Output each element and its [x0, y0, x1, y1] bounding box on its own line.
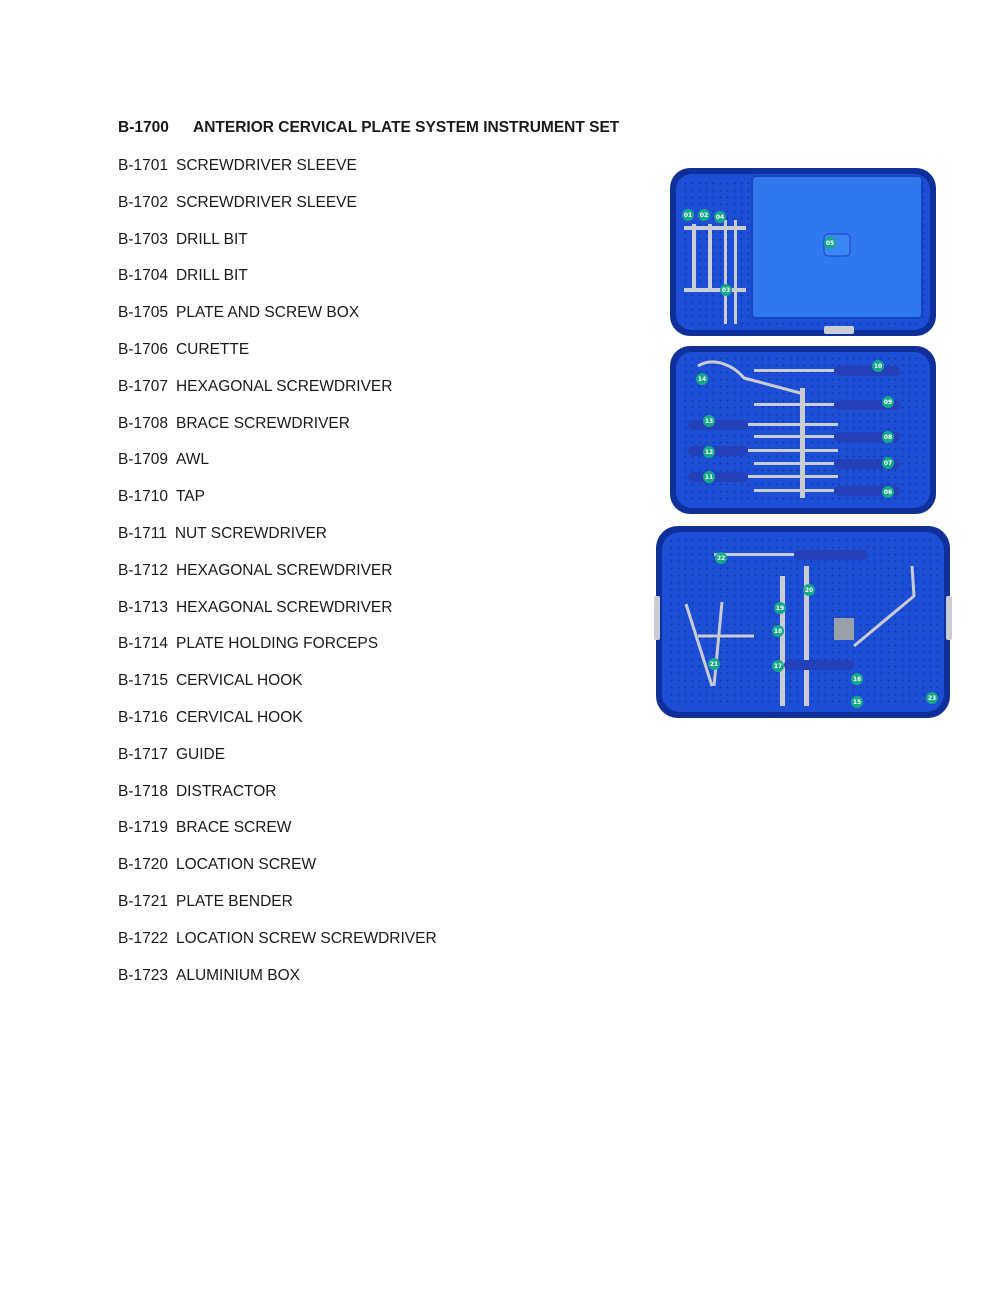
- callout-label: 22: [716, 555, 726, 562]
- item-code: B-1718: [118, 782, 168, 800]
- item-code: B-1719: [118, 819, 168, 837]
- callout-label: 17: [773, 663, 783, 670]
- item-name: HEXAGONAL SCREWDRIVER: [175, 377, 393, 395]
- list-item: [118, 561, 437, 598]
- callout-badge: [772, 660, 784, 672]
- list-item: [118, 266, 437, 303]
- callout-badge: [772, 625, 784, 637]
- list-item: [118, 634, 437, 671]
- set-code: B-1700: [118, 119, 169, 136]
- screwdriver-handle: [688, 420, 748, 430]
- item-name: CERVICAL HOOK: [175, 708, 303, 726]
- callout-badge: [696, 373, 708, 385]
- callout-badge: [703, 446, 715, 458]
- item-name: SCREWDRIVER SLEEVE: [175, 193, 357, 211]
- item-name: PLATE AND SCREW BOX: [175, 304, 360, 322]
- item-code: B-1712: [118, 561, 168, 579]
- set-title: ANTERIOR CERVICAL PLATE SYSTEM INSTRUMENT SET: [193, 119, 620, 136]
- item-name: CURETTE: [175, 340, 250, 358]
- callout-badge: [803, 584, 815, 596]
- item-code: B-1705: [118, 304, 168, 322]
- item-name: DRILL BIT: [175, 267, 248, 285]
- screwdriver-shaft: [748, 423, 838, 426]
- list-item: [118, 598, 437, 635]
- item-code: B-1714: [118, 635, 168, 653]
- list-item: [118, 487, 437, 524]
- callout-badge: [872, 360, 884, 372]
- hook-handle: [784, 660, 854, 670]
- list-item: [118, 671, 437, 708]
- callout-label: 05: [825, 240, 835, 247]
- instrument-bar: [684, 226, 746, 230]
- tray-lower-holes: [666, 536, 940, 708]
- instrument-sleeve: [708, 224, 712, 292]
- item-code: B-1706: [118, 340, 168, 358]
- callout-label: 01: [683, 212, 693, 219]
- item-name: LOCATION SCREW: [175, 856, 317, 874]
- callout-badge: [851, 673, 863, 685]
- callout-badge: [708, 658, 720, 670]
- callout-label: 20: [804, 587, 814, 594]
- callout-badge: [703, 415, 715, 427]
- item-name: AWL: [175, 451, 209, 469]
- list-item: [118, 377, 437, 414]
- item-name: DISTRACTOR: [175, 782, 277, 800]
- item-code: B-1721: [118, 892, 168, 910]
- callout-label: 02: [699, 212, 709, 219]
- callout-label: 15: [852, 699, 862, 706]
- screwdriver-handle: [688, 446, 748, 456]
- instrument-drill: [734, 220, 737, 324]
- instrument-drill: [724, 220, 727, 324]
- list-item: [118, 230, 437, 267]
- list-item: [118, 340, 437, 377]
- item-name: HEXAGONAL SCREWDRIVER: [175, 598, 393, 616]
- item-code: B-1709: [118, 451, 168, 469]
- item-code: B-1701: [118, 157, 168, 174]
- list-item: [118, 818, 437, 855]
- callout-badge: [926, 692, 938, 704]
- callout-label: 07: [883, 460, 893, 467]
- screwdriver-shaft: [754, 369, 834, 372]
- tray-upper-latch: [824, 326, 854, 334]
- screwdriver-handle: [834, 366, 900, 376]
- callout-badge: [703, 471, 715, 483]
- item-name: TAP: [175, 488, 205, 506]
- callout-badge: [720, 284, 732, 296]
- callout-badge: [715, 552, 727, 564]
- item-code: B-1710: [118, 488, 168, 506]
- list-heading: [118, 119, 619, 137]
- instrument-bar: [684, 288, 746, 292]
- item-name: DRILL BIT: [175, 230, 248, 248]
- callout-label: 10: [873, 363, 883, 370]
- callout-label: 18: [773, 628, 783, 635]
- item-code: B-1702: [118, 193, 168, 211]
- callout-badge: [882, 396, 894, 408]
- side-handle-right: [946, 596, 952, 640]
- instrument-list: [118, 156, 437, 1002]
- item-name: GUIDE: [175, 745, 226, 763]
- item-name: LOCATION SCREW SCREWDRIVER: [175, 929, 437, 947]
- item-name: BRACE SCREW: [175, 819, 292, 837]
- item-name: BRACE SCREWDRIVER: [175, 414, 350, 432]
- list-item: [118, 708, 437, 745]
- list-item: [118, 929, 437, 966]
- callout-label: 21: [709, 661, 719, 668]
- item-code: B-1708: [118, 414, 168, 432]
- callout-label: 03: [721, 287, 731, 294]
- callout-label: 14: [697, 376, 707, 383]
- screwdriver-handle: [688, 472, 748, 482]
- callout-badge: [824, 237, 836, 249]
- list-item: [118, 966, 437, 1003]
- callout-label: 08: [883, 434, 893, 441]
- side-handle-left: [654, 596, 660, 640]
- list-item: [118, 745, 437, 782]
- callout-badge: [714, 211, 726, 223]
- instrument-set-photo: [654, 166, 952, 722]
- item-code: B-1711: [118, 524, 167, 542]
- callout-badge: [774, 602, 786, 614]
- item-name: HEXAGONAL SCREWDRIVER: [175, 561, 393, 579]
- instrument-set-figure: [654, 166, 952, 722]
- item-code: B-1723: [118, 966, 168, 984]
- callout-badge: [698, 209, 710, 221]
- screwdriver-shaft: [754, 403, 834, 406]
- list-item: [118, 524, 437, 561]
- list-item: [118, 782, 437, 819]
- item-name: PLATE BENDER: [175, 892, 293, 910]
- item-code: B-1716: [118, 708, 168, 726]
- item-code: B-1722: [118, 929, 168, 947]
- instrument-sleeve: [692, 224, 696, 292]
- guide-block: [834, 618, 854, 640]
- tray-upper: [670, 168, 936, 336]
- callout-badge: [851, 696, 863, 708]
- screwdriver-shaft: [748, 449, 838, 452]
- callout-label: 04: [715, 214, 725, 221]
- list-item: [118, 892, 437, 929]
- item-name: CERVICAL HOOK: [175, 672, 303, 690]
- item-code: B-1713: [118, 598, 168, 616]
- list-item: [118, 193, 437, 230]
- screwdriver-shaft: [754, 435, 834, 438]
- item-code: B-1717: [118, 745, 168, 763]
- item-code: B-1704: [118, 267, 168, 285]
- callout-label: 09: [883, 399, 893, 406]
- list-item: [118, 855, 437, 892]
- callout-badge: [882, 431, 894, 443]
- item-name: SCREWDRIVER SLEEVE: [175, 157, 357, 174]
- callout-label: 19: [775, 605, 785, 612]
- item-code: B-1707: [118, 377, 168, 395]
- distractor-bar: [780, 576, 785, 706]
- list-item: [118, 156, 437, 193]
- tray-lower: [654, 526, 952, 718]
- screwdriver-shaft: [748, 475, 838, 478]
- callout-label: 23: [927, 695, 937, 702]
- callout-badge: [682, 209, 694, 221]
- screwdriver-shaft: [754, 462, 834, 465]
- item-code: B-1720: [118, 856, 168, 874]
- list-item: [118, 303, 437, 340]
- item-name: ALUMINIUM BOX: [175, 966, 300, 984]
- item-code: B-1703: [118, 230, 168, 248]
- callout-badge: [882, 486, 894, 498]
- location-screwdriver-handle: [794, 550, 868, 560]
- item-name: NUT SCREWDRIVER: [174, 524, 327, 542]
- list-item: [118, 450, 437, 487]
- tray-middle: [670, 346, 936, 514]
- callout-label: 13: [704, 418, 714, 425]
- tray-middle-bracket: [800, 388, 805, 498]
- item-name: PLATE HOLDING FORCEPS: [175, 635, 379, 653]
- callout-badge: [882, 457, 894, 469]
- list-item: [118, 414, 437, 451]
- callout-label: 11: [704, 474, 714, 481]
- callout-label: 12: [704, 449, 714, 456]
- screwdriver-shaft: [754, 489, 834, 492]
- callout-label: 06: [883, 489, 893, 496]
- item-code: B-1715: [118, 672, 168, 690]
- callout-label: 16: [852, 676, 862, 683]
